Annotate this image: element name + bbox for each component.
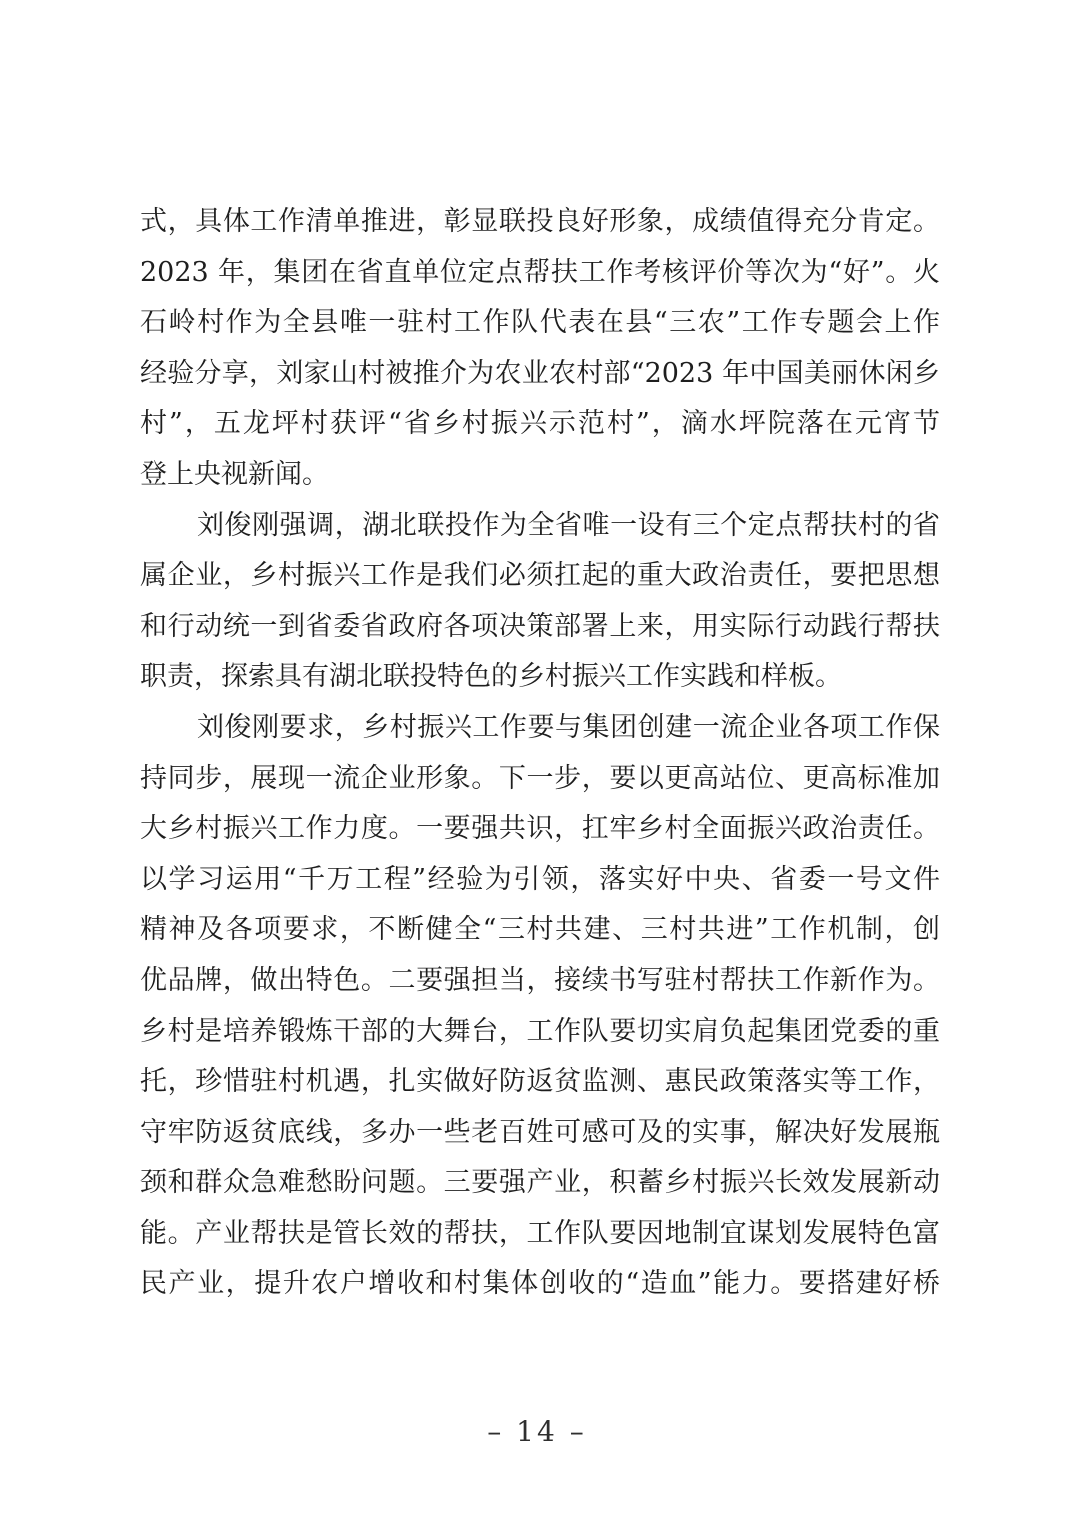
text-line: 以学习运用“千万工程”经验为引领，落实好中央、省委一号文件 [140, 863, 940, 895]
text-line: 持同步，展现一流企业形象。下一步，要以更高站位、更高标准加 [140, 762, 940, 794]
text-line: 刘俊刚强调，湖北联投作为全省唯一设有三个定点帮扶村的省 [197, 509, 940, 541]
text-line: 乡村是培养锻炼干部的大舞台，工作队要切实肩负起集团党委的重 [140, 1015, 940, 1047]
text-line: 2023 年，集团在省直单位定点帮扶工作考核评价等次为“好”。火 [140, 256, 940, 288]
text-line: 式，具体工作清单推进，彰显联投良好形象，成绩值得充分肯定。 [140, 206, 940, 237]
text-line: 守牢防返贫底线，多办一些老百姓可感可及的实事，解决好发展瓶 [140, 1116, 940, 1148]
text-line: 职责，探索具有湖北联投特色的乡村振兴工作实践和样板。 [140, 661, 842, 693]
text-line: 和行动统一到省委省政府各项决策部署上来，用实际行动践行帮扶 [140, 610, 940, 642]
text-line: 托，珍惜驻村机遇，扎实做好防返贫监测、惠民政策落实等工作， [140, 1066, 940, 1098]
text-line: 登上央视新闻。 [140, 458, 329, 490]
text-line: 精神及各项要求，不断健全“三村共建、三村共进”工作机制，创 [140, 914, 940, 946]
text-line: 经验分享，刘家山村被推介为农业农村部“2023 年中国美丽休闲乡 [140, 357, 940, 389]
text-line: 大乡村振兴工作力度。一要强共识，扛牢乡村全面振兴政治责任。 [140, 813, 940, 845]
page-number: – 14 – [487, 1415, 587, 1448]
document-body [140, 197, 940, 1310]
text-line: 民产业，提升农户增收和村集体创收的“造血”能力。要搭建好桥 [140, 1268, 940, 1300]
text-line: 优品牌，做出特色。二要强担当，接续书写驻村帮扶工作新作为。 [140, 964, 940, 996]
text-line: 颈和群众急难愁盼问题。三要强产业，积蓄乡村振兴长效发展新动 [140, 1167, 940, 1199]
text-line: 刘俊刚要求，乡村振兴工作要与集团创建一流企业各项工作保 [197, 711, 940, 743]
text-line: 属企业，乡村振兴工作是我们必须扛起的重大政治责任，要把思想 [140, 560, 940, 592]
text-line: 能。产业帮扶是管长效的帮扶，工作队要因地制宜谋划发展特色富 [140, 1217, 940, 1249]
text-line: 村”，五龙坪村获评“省乡村振兴示范村”，滴水坪院落在元宵节 [140, 408, 940, 440]
text-line: 石岭村作为全县唯一驻村工作队代表在县“三农”工作专题会上作 [140, 307, 940, 339]
